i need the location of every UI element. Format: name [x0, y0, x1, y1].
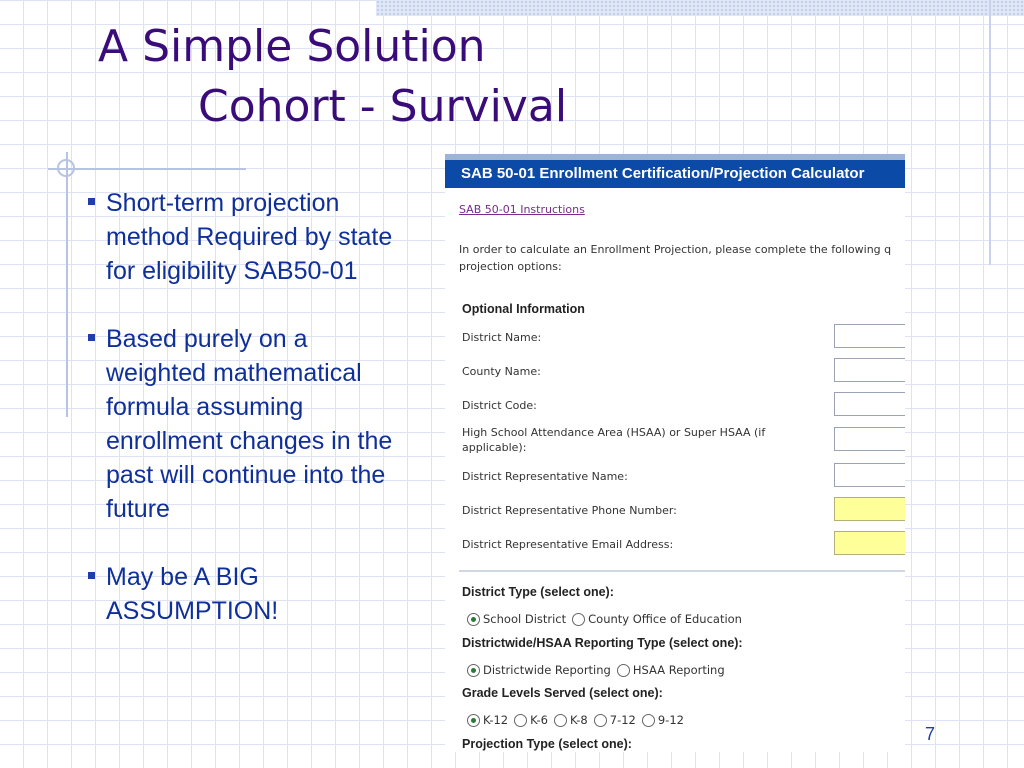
- decor-horizontal-line: [48, 168, 246, 170]
- district-code-label: District Code:: [462, 399, 537, 412]
- bullet-item: [88, 322, 408, 526]
- right-decor-line: [989, 0, 991, 265]
- top-decor-band: [376, 0, 1024, 16]
- district-name-input[interactable]: [834, 324, 905, 348]
- intro-text: [459, 241, 891, 275]
- bullet-text: May be A BIG ASSUMPTION!: [106, 563, 279, 625]
- rep-name-label: District Representative Name:: [462, 470, 628, 483]
- rep-phone-label: District Representative Phone Number:: [462, 504, 677, 517]
- form-divider: [459, 570, 905, 572]
- radio-label: K-8: [569, 713, 588, 727]
- county-name-input[interactable]: [834, 358, 905, 382]
- slide-title-line2: Cohort - Survival: [198, 81, 568, 132]
- radio-k6[interactable]: [514, 714, 527, 727]
- radio-7-12[interactable]: [594, 714, 607, 727]
- district-name-label: District Name:: [462, 331, 542, 344]
- reporting-type-radio-group: [467, 663, 731, 677]
- optional-info-heading: Optional Information: [462, 302, 585, 316]
- radio-k12[interactable]: [467, 714, 480, 727]
- grade-levels-heading: Grade Levels Served (select one):: [462, 686, 663, 700]
- radio-label: School District: [483, 612, 567, 626]
- district-type-heading: District Type (select one):: [462, 585, 614, 599]
- radio-label: County Office of Education: [588, 612, 742, 626]
- hsaa-input[interactable]: [834, 427, 905, 451]
- rep-email-label: District Representative Email Address:: [462, 538, 674, 551]
- rep-email-input[interactable]: [834, 531, 905, 555]
- radio-9-12[interactable]: [642, 714, 655, 727]
- slide-title-line1: A Simple Solution: [98, 21, 486, 72]
- bullet-square-icon: [88, 334, 95, 341]
- grade-levels-radio-group: [467, 713, 690, 727]
- bullet-square-icon: [88, 198, 95, 205]
- radio-hsaa[interactable]: [617, 664, 630, 677]
- radio-label: K-6: [530, 713, 548, 727]
- district-type-radio-group: [467, 612, 748, 626]
- district-code-input[interactable]: [834, 392, 905, 416]
- bullet-list: [88, 186, 408, 662]
- bullet-square-icon: [88, 572, 95, 579]
- county-name-label: County Name:: [462, 365, 541, 378]
- bullet-text: Based purely on a weighted mathematical formula assuming enrollment changes in the past will continue into the future: [106, 325, 393, 523]
- reporting-type-heading: Districtwide/HSAA Reporting Type (select one):: [462, 636, 743, 650]
- radio-label: K-12: [483, 713, 509, 727]
- radio-county-office[interactable]: [572, 613, 585, 626]
- hsaa-label: High School Attendance Area (HSAA) or Super HSAA (if applicable):: [462, 426, 766, 454]
- bullet-item: [88, 560, 408, 628]
- intro-line2: projection options:: [459, 260, 562, 273]
- projection-type-heading: Projection Type (select one):: [462, 737, 632, 751]
- rep-name-input[interactable]: [834, 463, 905, 487]
- radio-label: Districtwide Reporting: [483, 663, 611, 677]
- rep-phone-input[interactable]: [834, 497, 905, 521]
- calculator-form-screenshot: [445, 154, 905, 752]
- left-decor-line: [66, 152, 68, 417]
- decor-circle: [57, 159, 75, 177]
- radio-k8[interactable]: [554, 714, 567, 727]
- radio-label: 9-12: [657, 713, 684, 727]
- radio-label: 7-12: [609, 713, 636, 727]
- bullet-text: Short-term projection method Required by state for eligibility SAB50-01: [106, 189, 393, 285]
- page-number: 7: [925, 724, 936, 744]
- bullet-item: [88, 186, 408, 288]
- radio-districtwide[interactable]: [467, 664, 480, 677]
- radio-label: HSAA Reporting: [632, 663, 725, 677]
- radio-school-district[interactable]: [467, 613, 480, 626]
- instructions-link[interactable]: SAB 50-01 Instructions: [459, 203, 585, 216]
- intro-line1: In order to calculate an Enrollment Projection, please complete the following q: [459, 243, 892, 256]
- form-header: SAB 50-01 Enrollment Certification/Projection Calculator: [445, 154, 905, 188]
